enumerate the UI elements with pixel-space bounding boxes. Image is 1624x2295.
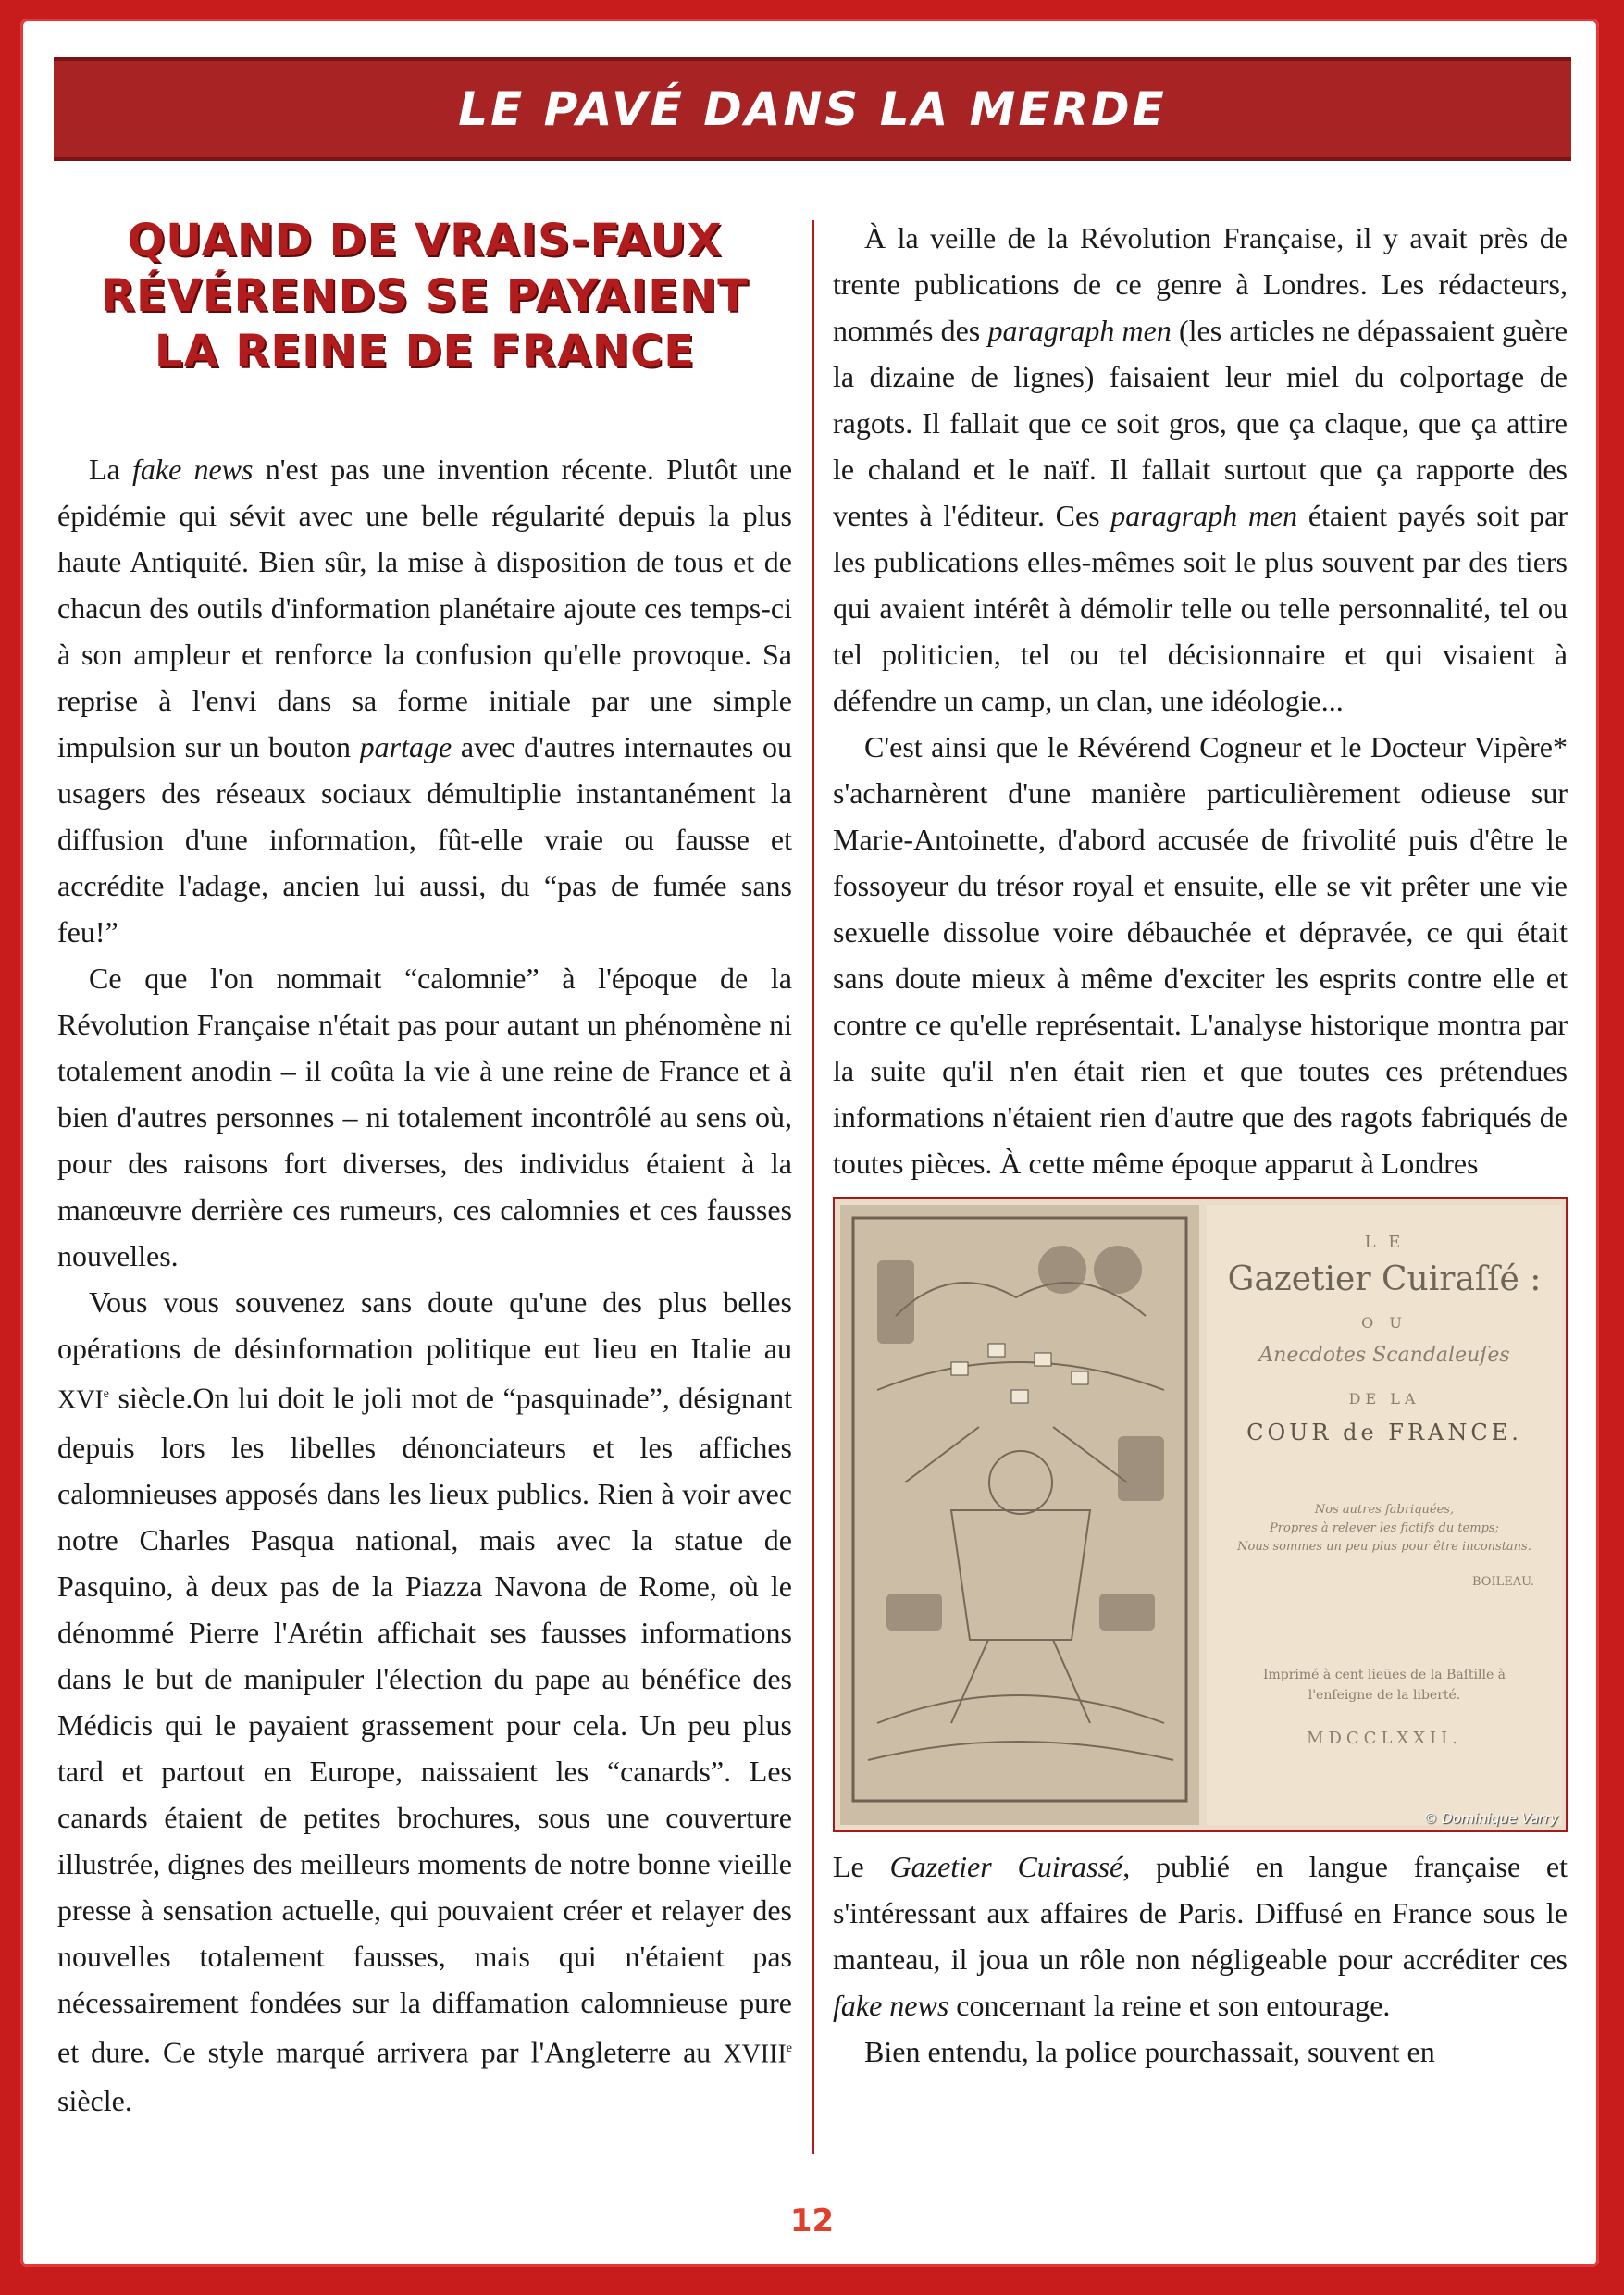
title-line-1: QUAND DE VRAIS-FAUX: [127, 215, 723, 267]
left-column: [57, 213, 792, 2124]
paragraph-3: Vous vous souvenez sans doute qu'une des plus belles opérations de désinformation politique eut lieu en Italie au XVIe siècle.On lui doit le joli mot de “pasquinade”, désignant depuis lors les libelles dénonciateurs et les affiches calomnieuses apposés dans les lieux publics. Rien à voir avec notre Charles Pasqua national, mais avec la statue de Pasquino, à deux pas de la Piazza Navona de Rome, où le dénommé Pierre l'Arétin affichait ses fausses informations dans le but de manipuler l'élection du pape au bénéfice des Médicis qui le payaient grassement pour cela. Un peu plus tard et partout en Europe, naissaient les “canards”. Les canards étaient de petites brochures, sous une couverture illustrée, dignes des meilleurs moments de notre bonne vieille presse à sensation actuelle, qui pouvaient créer et relayer des nouvelles totalement fausses, mais qui n'étaient pas nécessairement fondées sur la diffamation calomnieuse pure et dure. Ce style marqué arrivera par l'Angleterre au XVIIIe siècle.: [57, 1285, 792, 2118]
paragraph-2: Ce que l'on nommait “calomnie” à l'époque de la Révolution Française n'était pas pour autant un phénomène ni totalement anodin – il coûta la vie à une reine de France et à bien d'autres personnes – ni totalement incontrôlé au sens où, pour des raisons fort diverses, des individus étaient à la manœuvre derrière ces rumeurs, ces calomnies et ces fausses nouvelles.: [57, 961, 792, 1272]
paragraph-5: C'est ainsi que le Révérend Cogneur et le Docteur Vipère* s'acharnèrent d'une manière particulièrement odieuse sur Marie-Antoinette, d'abord accusée de frivolité puis d'être le fossoyeur du trésor royal et ensuite, elle se vit prêter une vie sexuelle dissolue voire débauchée et dépravée, ce qui était sans doute mieux à même d'exciter les esprits contre elle et contre ce qu'elle représentait. L'analyse historique montra par la suite qu'il n'en était rien et que toutes ces prétendues informations n'étaient rien d'autre que des ragots fabriqués de toutes pièces. À cette même époque apparut à Londres: [833, 730, 1568, 1180]
engraving-illustration: [840, 1205, 1199, 1825]
article-title: [57, 213, 792, 379]
title-page: L E Gazetier Cuiraſſé : O U Anecdotes Scandaleuſes DE LA COUR de FRANCE. Nos autres fabriquées, Propres à relever les fictifs du temps; Nous sommes un peu plus pour être inconstans. BOILEAU. Imprimé à cent lieües de la Baſtille à l'enſeigne de la liberté. MDCCLXXII.: [1207, 1205, 1562, 1825]
paragraph-6: Le Gazetier Cuirassé, publié en langue française et s'intéressant aux affaires de Paris. Diffusé en France sous le manteau, il joua un rôle non négligeable pour accréditer ces fake news concernant la reine et son entourage.: [833, 1850, 1568, 2022]
paragraph-7: Bien entendu, la police pourchassait, souvent en: [864, 2035, 1435, 2068]
frontispiece-engraving: [840, 1205, 1199, 1825]
paragraph-1: La fake news n'est pas une invention récente. Plutôt une épidémie qui sévit avec une belle régularité depuis la plus haute Antiquité. Bien sûr, la mise à disposition de tous et de chacun des outils d'information planétaire ajoute ces temps-ci à son ampleur et renforce la confusion qu'elle provoque. Sa reprise à l'envi dans sa forme initiale par une simple impulsion sur un bouton partage avec d'autres internautes ou usagers des réseaux sociaux démultiplie instantanément la diffusion d'une information, fût-elle vraie ou fausse et accrédite l'adage, ancien lui aussi, du “pas de fumée sans feu!”: [57, 453, 793, 949]
column-divider: [812, 220, 814, 2154]
section-title: LE PAVÉ DANS LA MERDE: [458, 82, 1167, 136]
title-line-3: LA REINE DE FRANCE: [154, 326, 696, 378]
paragraph-4: À la veille de la Révolution Française, il y avait près de trente publications de ce genre à Londres. Les rédacteurs, nommés des paragraph men (les articles ne dépassaient guère la dizaine de lignes) faisaient leur miel du colportage de ragots. Il fallait que ce soit gros, que ça claque, que ça attire le chaland et le naïf. Il fallait surtout que ça rapporte des ventes à l'éditeur. Ces paragraph men étaient payés soit par les publications elles-mêmes soit le plus souvent par des tiers qui avaient intérêt à démolir telle ou telle personnalité, tel ou tel politicien, tel ou tel décisionnaire et qui visaient à défendre un camp, un clan, une idéologie...: [833, 221, 1568, 717]
photo-credit: © Dominique Varry: [1423, 1810, 1558, 1827]
header-banner: [54, 57, 1571, 161]
title-line-2: RÉVÉRENDS SE PAYAIENT: [100, 270, 749, 322]
gazetier-cuirasse-figure: [833, 1197, 1568, 1832]
right-column: [833, 215, 1568, 2075]
page-number: 12: [789, 2202, 835, 2239]
